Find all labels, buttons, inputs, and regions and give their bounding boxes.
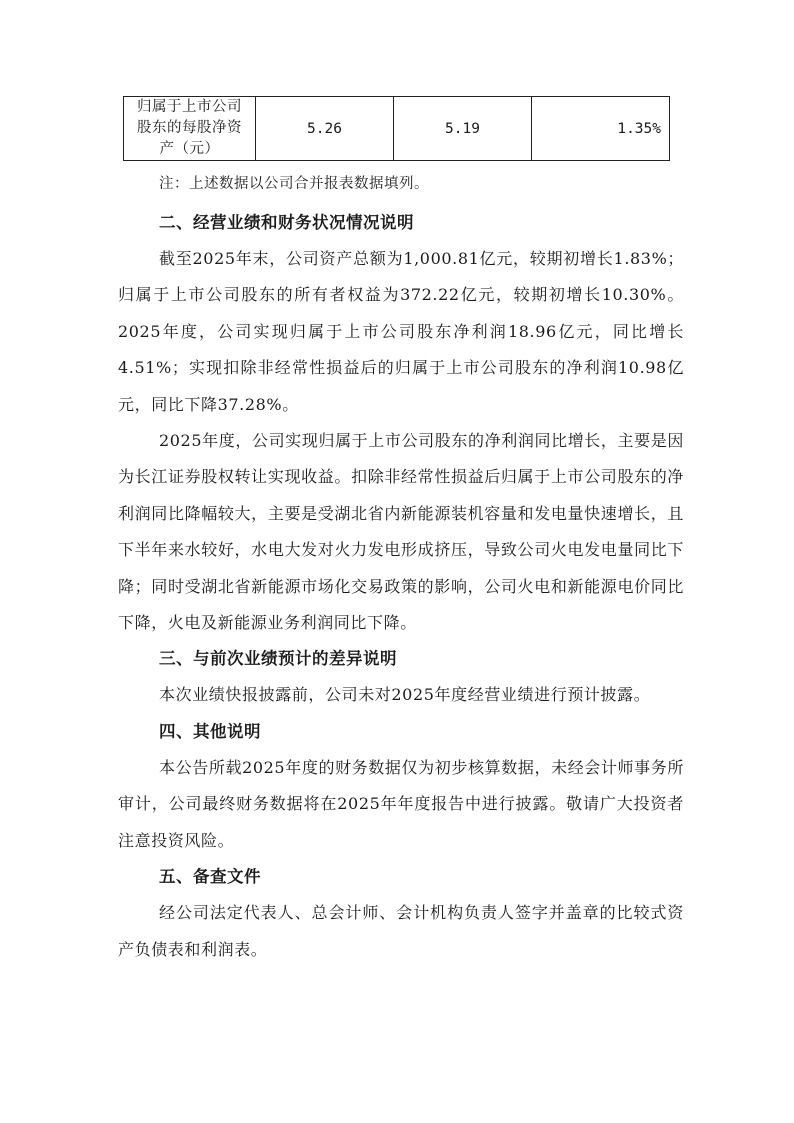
section-forecast-difference xyxy=(118,641,684,713)
change-cell: 1.35% xyxy=(532,97,670,161)
value-current-cell: 5.26 xyxy=(256,97,394,161)
paragraph: 2025年度，公司实现归属于上市公司股东的净利润同比增长，主要是因为长江证券股权转让实现收益。扣除非经常性损益后归属于上市公司股东的净利润同比降幅较大，主要是受湖北省内新能源装机容量和发电量快速增长，且下半年来水较好，水电大发对火力发电形成挤压，导致公司火电发电量同比下降；同时受湖北省新能源市场化交易政策的影响，公司火电和新能源电价同比下降，火电及新能源业务利润同比下降。 xyxy=(118,431,684,633)
section-title: 二、经营业绩和财务状况情况说明 xyxy=(159,213,414,232)
value-previous-cell: 5.19 xyxy=(394,97,532,161)
row-label-line: 产（元） xyxy=(159,141,220,157)
section-title: 五、备查文件 xyxy=(159,867,261,887)
section-title: 三、与前次业绩预计的差异说明 xyxy=(159,649,397,669)
table-note: 注：上述数据以公司合并报表数据填列。 xyxy=(159,176,429,192)
paragraph: 经公司法定代表人、总会计师、会计机构负责人签字并盖章的比较式资产负债表和利润表。 xyxy=(118,903,684,959)
financial-summary-table xyxy=(123,96,670,161)
document-body xyxy=(118,205,684,968)
row-label-cell xyxy=(124,97,256,161)
section-title: 四、其他说明 xyxy=(159,721,261,741)
row-label-line: 股东的每股净资 xyxy=(137,120,242,136)
table-row xyxy=(124,97,670,161)
row-label-line: 归属于上市公司 xyxy=(137,99,242,115)
section-business-performance xyxy=(118,205,684,641)
paragraph: 截至2025年末，公司资产总额为1,000.81亿元，较期初增长1.83%；归属于上市公司股东的所有者权益为372.22亿元，较期初增长10.30%。2025年度，公司实现归属于上市公司股东净利润18.96亿元，同比增长4.51%；实现扣除非经常性损益后的归属于上市公司股东的净利润10.98亿元，同比下降37.28%。 xyxy=(118,249,684,414)
section-reference-documents xyxy=(118,859,684,968)
paragraph: 本次业绩快报披露前，公司未对2025年度经营业绩进行预计披露。 xyxy=(159,685,651,705)
paragraph: 本公告所载2025年度的财务数据仅为初步核算数据，未经会计师事务所审计，公司最终财务数据将在2025年年度报告中进行披露。敬请广大投资者注意投资风险。 xyxy=(118,757,684,850)
section-other-notes xyxy=(118,714,684,859)
